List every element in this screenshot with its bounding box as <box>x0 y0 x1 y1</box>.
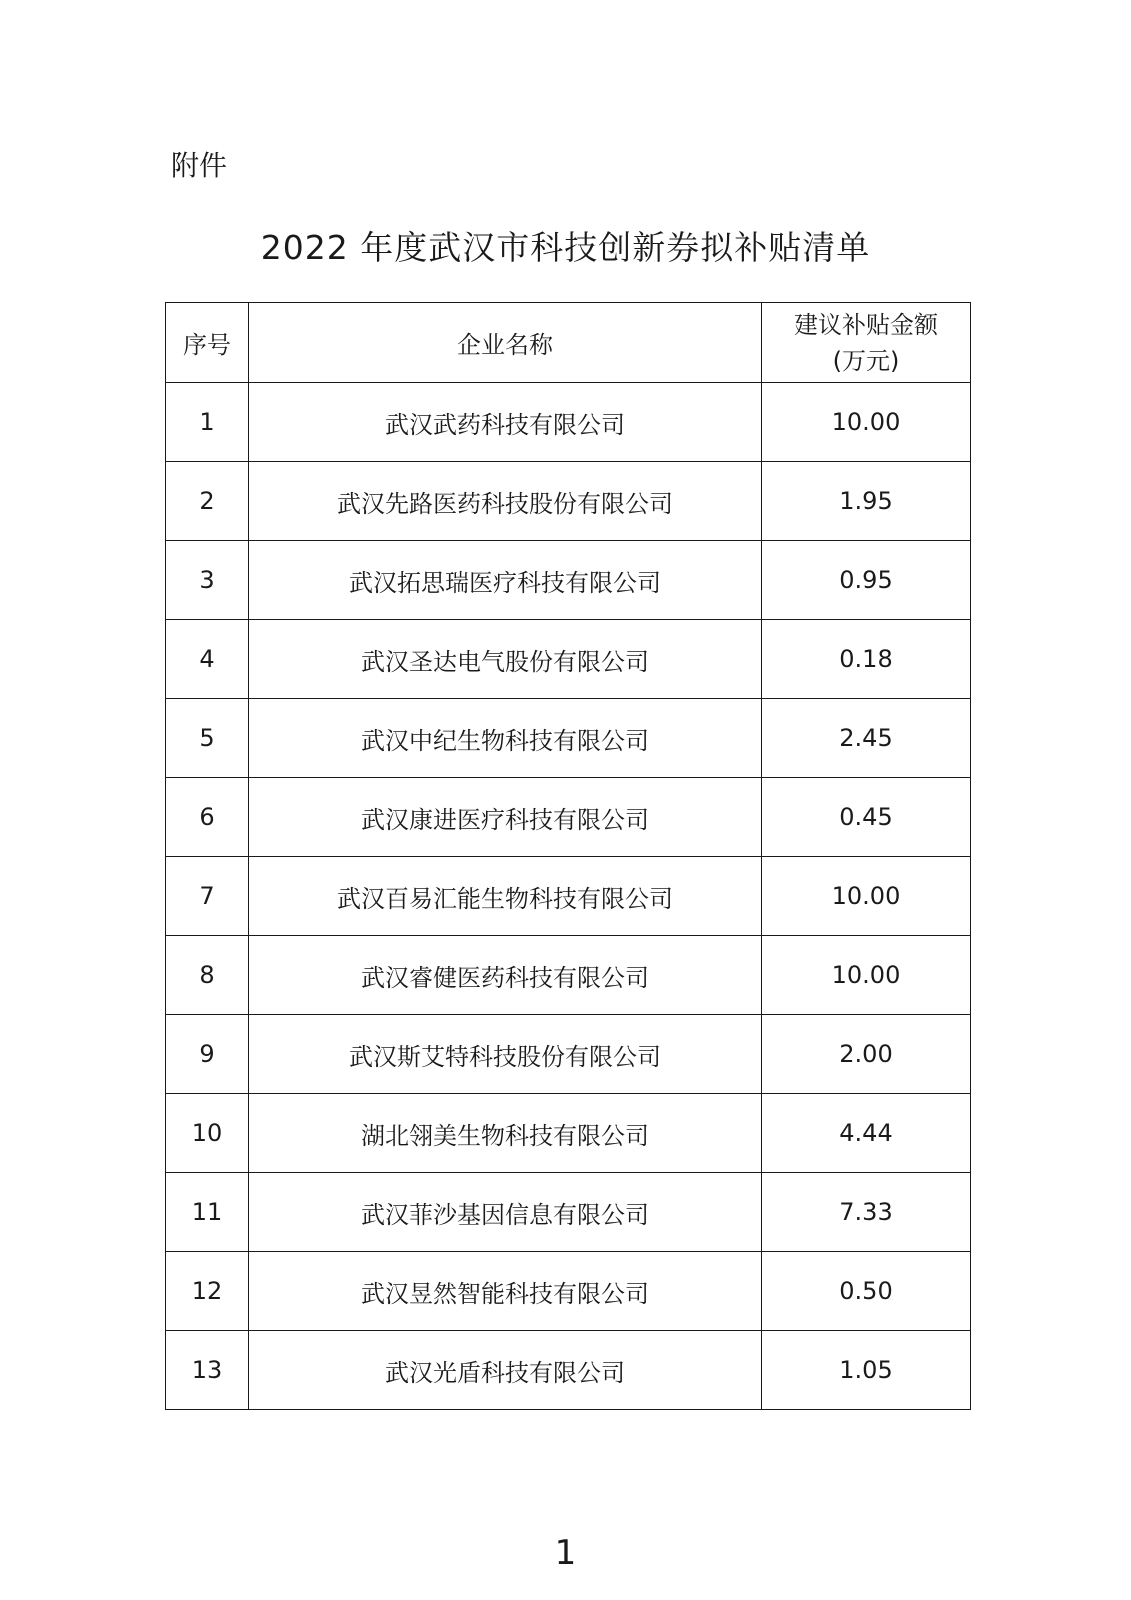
table-row <box>166 778 971 857</box>
row-no: 12 <box>166 1252 249 1331</box>
table-row <box>166 699 971 778</box>
row-amount: 7.33 <box>762 1173 971 1252</box>
row-company: 武汉斯艾特科技股份有限公司 <box>249 1015 762 1094</box>
row-company: 武汉睿健医药科技有限公司 <box>249 936 762 1015</box>
document-title: 2022 年度武汉市科技创新券拟补贴清单 <box>260 228 871 267</box>
table-row <box>166 936 971 1015</box>
row-company: 武汉百易汇能生物科技有限公司 <box>249 857 762 936</box>
header-amount-line1: 建议补贴金额 <box>794 310 938 339</box>
row-no: 1 <box>166 383 249 462</box>
table-row <box>166 857 971 936</box>
row-no: 2 <box>166 462 249 541</box>
table-row <box>166 462 971 541</box>
table-row <box>166 1331 971 1410</box>
row-no: 3 <box>166 541 249 620</box>
row-company: 武汉光盾科技有限公司 <box>249 1331 762 1410</box>
row-no: 10 <box>166 1094 249 1173</box>
header-amount <box>762 303 971 383</box>
table-row <box>166 541 971 620</box>
row-company: 湖北翎美生物科技有限公司 <box>249 1094 762 1173</box>
row-company: 武汉拓思瑞医疗科技有限公司 <box>249 541 762 620</box>
header-company: 企业名称 <box>249 303 762 383</box>
table-row <box>166 1252 971 1331</box>
header-amount-line2: (万元) <box>832 346 900 375</box>
row-amount: 10.00 <box>762 383 971 462</box>
row-amount: 2.45 <box>762 699 971 778</box>
row-company: 武汉先路医药科技股份有限公司 <box>249 462 762 541</box>
row-no: 4 <box>166 620 249 699</box>
attachment-label: 附件 <box>171 149 228 182</box>
row-amount: 10.00 <box>762 936 971 1015</box>
row-no: 5 <box>166 699 249 778</box>
table-row <box>166 383 971 462</box>
row-no: 9 <box>166 1015 249 1094</box>
row-company: 武汉武药科技有限公司 <box>249 383 762 462</box>
row-company: 武汉中纪生物科技有限公司 <box>249 699 762 778</box>
row-no: 11 <box>166 1173 249 1252</box>
row-company: 武汉昱然智能科技有限公司 <box>249 1252 762 1331</box>
row-amount: 10.00 <box>762 857 971 936</box>
row-amount: 0.18 <box>762 620 971 699</box>
row-no: 6 <box>166 778 249 857</box>
table-header-row <box>166 303 971 383</box>
table-row <box>166 1173 971 1252</box>
table-row <box>166 1015 971 1094</box>
row-company: 武汉圣达电气股份有限公司 <box>249 620 762 699</box>
row-amount: 2.00 <box>762 1015 971 1094</box>
subsidy-table <box>165 302 971 1410</box>
row-amount: 1.05 <box>762 1331 971 1410</box>
row-company: 武汉康进医疗科技有限公司 <box>249 778 762 857</box>
row-amount: 1.95 <box>762 462 971 541</box>
table-row <box>166 1094 971 1173</box>
row-no: 13 <box>166 1331 249 1410</box>
page-number: 1 <box>554 1533 577 1573</box>
row-amount: 0.50 <box>762 1252 971 1331</box>
row-no: 8 <box>166 936 249 1015</box>
table-row <box>166 620 971 699</box>
header-no: 序号 <box>166 303 249 383</box>
row-no: 7 <box>166 857 249 936</box>
row-amount: 4.44 <box>762 1094 971 1173</box>
row-amount: 0.45 <box>762 778 971 857</box>
row-amount: 0.95 <box>762 541 971 620</box>
row-company: 武汉菲沙基因信息有限公司 <box>249 1173 762 1252</box>
